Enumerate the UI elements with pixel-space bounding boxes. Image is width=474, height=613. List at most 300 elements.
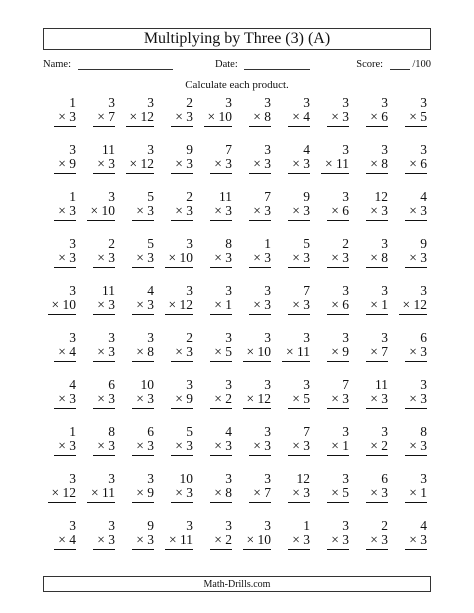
problem <box>82 235 121 282</box>
multiplier: × 12 <box>48 486 77 503</box>
multiplicand: 5 <box>186 424 193 439</box>
problem <box>43 141 82 188</box>
problem <box>238 470 277 517</box>
multiplier: × 3 <box>288 439 310 456</box>
multiplicand: 3 <box>225 518 232 533</box>
multiplicand: 3 <box>264 142 271 157</box>
problem <box>43 376 82 423</box>
multiplicand: 3 <box>186 377 193 392</box>
name-label: Name: <box>43 59 71 70</box>
multiplier: × 3 <box>171 157 193 174</box>
multiplier: × 3 <box>171 439 193 456</box>
multiplicand: 3 <box>108 471 115 486</box>
multiplier: × 12 <box>399 298 428 315</box>
multiplier: × 3 <box>405 533 427 550</box>
multiplicand: 3 <box>147 95 154 110</box>
multiplicand: 3 <box>303 330 310 345</box>
multiplicand: 8 <box>225 236 232 251</box>
score-label: Score: <box>356 59 384 70</box>
multiplicand: 3 <box>264 377 271 392</box>
problem <box>199 282 238 329</box>
multiplier: × 3 <box>366 204 388 221</box>
multiplicand: 6 <box>108 377 115 392</box>
problem <box>121 470 160 517</box>
multiplicand: 3 <box>108 330 115 345</box>
problem <box>316 517 355 564</box>
problem <box>355 94 394 141</box>
problem <box>316 94 355 141</box>
multiplier: × 3 <box>327 533 349 550</box>
multiplicand: 3 <box>342 189 349 204</box>
multiplicand: 3 <box>420 283 427 298</box>
problem <box>316 376 355 423</box>
multiplier: × 10 <box>87 204 116 221</box>
multiplier: × 9 <box>327 345 349 362</box>
multiplicand: 5 <box>147 236 154 251</box>
problem <box>43 188 82 235</box>
multiplier: × 3 <box>405 392 427 409</box>
multiplier: × 3 <box>249 439 271 456</box>
multiplicand: 3 <box>108 189 115 204</box>
problem <box>277 470 316 517</box>
multiplier: × 3 <box>366 486 388 503</box>
problem <box>238 517 277 564</box>
score-field <box>356 58 431 70</box>
multiplier: × 3 <box>288 533 310 550</box>
problem <box>316 423 355 470</box>
problem <box>160 141 199 188</box>
multiplicand: 3 <box>264 283 271 298</box>
problem <box>82 470 121 517</box>
problem <box>355 423 394 470</box>
multiplicand: 3 <box>303 377 310 392</box>
problem <box>394 376 433 423</box>
multiplier: × 3 <box>93 251 115 268</box>
multiplicand: 3 <box>264 518 271 533</box>
multiplier: × 3 <box>171 345 193 362</box>
multiplier: × 9 <box>171 392 193 409</box>
multiplicand: 4 <box>420 518 427 533</box>
problem <box>277 423 316 470</box>
problem <box>82 282 121 329</box>
problem <box>199 517 238 564</box>
multiplicand: 7 <box>342 377 349 392</box>
multiplier: × 3 <box>288 157 310 174</box>
problem <box>238 94 277 141</box>
multiplier: × 3 <box>288 298 310 315</box>
multiplicand: 3 <box>264 330 271 345</box>
multiplier: × 3 <box>405 204 427 221</box>
instructions: Calculate each product. <box>185 79 289 91</box>
multiplicand: 3 <box>342 330 349 345</box>
multiplier: × 3 <box>288 204 310 221</box>
problem <box>394 188 433 235</box>
problem <box>121 141 160 188</box>
problem <box>199 470 238 517</box>
multiplier: × 3 <box>54 110 76 127</box>
multiplicand: 3 <box>381 236 388 251</box>
multiplicand: 9 <box>420 236 427 251</box>
problem <box>160 376 199 423</box>
multiplicand: 3 <box>108 95 115 110</box>
problem <box>82 423 121 470</box>
header-fields <box>43 58 431 76</box>
multiplier: × 10 <box>243 345 272 362</box>
problem <box>121 94 160 141</box>
multiplier: × 1 <box>405 486 427 503</box>
problem <box>277 376 316 423</box>
problem <box>277 517 316 564</box>
multiplier: × 3 <box>327 251 349 268</box>
problem <box>277 188 316 235</box>
problem <box>160 423 199 470</box>
multiplicand: 9 <box>186 142 193 157</box>
multiplicand: 3 <box>264 95 271 110</box>
multiplicand: 1 <box>69 95 76 110</box>
problem <box>82 376 121 423</box>
problem <box>121 282 160 329</box>
multiplier: × 3 <box>171 110 193 127</box>
date-blank <box>244 58 310 70</box>
score-suffix: /100 <box>412 59 431 70</box>
multiplier: × 4 <box>54 345 76 362</box>
multiplicand: 1 <box>264 236 271 251</box>
multiplier: × 2 <box>210 533 232 550</box>
multiplier: × 6 <box>366 110 388 127</box>
problem <box>199 235 238 282</box>
problem <box>121 376 160 423</box>
multiplier: × 11 <box>87 486 115 503</box>
multiplier: × 10 <box>243 533 272 550</box>
multiplicand: 7 <box>303 283 310 298</box>
multiplicand: 3 <box>69 471 76 486</box>
multiplicand: 5 <box>147 189 154 204</box>
multiplier: × 3 <box>249 157 271 174</box>
problem <box>199 376 238 423</box>
multiplicand: 7 <box>264 189 271 204</box>
multiplier: × 3 <box>288 486 310 503</box>
problem <box>121 423 160 470</box>
problem <box>355 141 394 188</box>
problem <box>82 94 121 141</box>
problem <box>277 235 316 282</box>
problem <box>355 517 394 564</box>
score-blank <box>390 58 410 70</box>
problem <box>394 94 433 141</box>
multiplicand: 4 <box>420 189 427 204</box>
multiplier: × 3 <box>54 251 76 268</box>
problem <box>160 94 199 141</box>
multiplicand: 3 <box>264 471 271 486</box>
problem <box>277 282 316 329</box>
multiplicand: 3 <box>186 236 193 251</box>
multiplier: × 7 <box>93 110 115 127</box>
multiplier: × 3 <box>132 204 154 221</box>
multiplicand: 10 <box>140 377 154 392</box>
multiplicand: 2 <box>342 236 349 251</box>
date-label: Date: <box>215 59 238 70</box>
problem <box>199 141 238 188</box>
multiplicand: 11 <box>375 377 388 392</box>
multiplier: × 9 <box>132 486 154 503</box>
problem <box>238 423 277 470</box>
multiplicand: 3 <box>420 95 427 110</box>
multiplicand: 3 <box>225 95 232 110</box>
multiplicand: 8 <box>108 424 115 439</box>
multiplier: × 6 <box>327 298 349 315</box>
multiplier: × 12 <box>126 157 155 174</box>
problem <box>121 235 160 282</box>
multiplicand: 6 <box>420 330 427 345</box>
problem <box>199 188 238 235</box>
multiplicand: 3 <box>147 471 154 486</box>
multiplicand: 3 <box>342 283 349 298</box>
multiplicand: 3 <box>69 283 76 298</box>
problem <box>316 235 355 282</box>
problem <box>199 329 238 376</box>
multiplicand: 12 <box>296 471 310 486</box>
problem <box>82 188 121 235</box>
multiplier: × 8 <box>210 486 232 503</box>
date-field <box>215 58 310 70</box>
multiplier: × 6 <box>327 204 349 221</box>
multiplier: × 11 <box>165 533 193 550</box>
multiplicand: 2 <box>186 330 193 345</box>
multiplicand: 3 <box>186 518 193 533</box>
problem <box>394 141 433 188</box>
multiplicand: 9 <box>147 518 154 533</box>
multiplier: × 3 <box>93 533 115 550</box>
multiplier: × 3 <box>132 251 154 268</box>
multiplier: × 3 <box>54 439 76 456</box>
multiplicand: 3 <box>342 142 349 157</box>
multiplier: × 3 <box>93 392 115 409</box>
multiplicand: 1 <box>69 189 76 204</box>
multiplicand: 8 <box>420 424 427 439</box>
multiplier: × 3 <box>132 439 154 456</box>
multiplicand: 3 <box>186 283 193 298</box>
multiplier: × 4 <box>54 533 76 550</box>
multiplicand: 12 <box>374 189 388 204</box>
multiplicand: 3 <box>381 142 388 157</box>
multiplier: × 3 <box>210 204 232 221</box>
problem <box>43 94 82 141</box>
multiplicand: 3 <box>303 95 310 110</box>
multiplicand: 3 <box>342 518 349 533</box>
multiplicand: 6 <box>381 471 388 486</box>
problem <box>160 188 199 235</box>
multiplier: × 7 <box>366 345 388 362</box>
multiplier: × 3 <box>405 345 427 362</box>
problem <box>160 470 199 517</box>
multiplier: × 3 <box>132 533 154 550</box>
multiplier: × 2 <box>366 439 388 456</box>
problem <box>82 141 121 188</box>
multiplier: × 8 <box>132 345 154 362</box>
multiplier: × 10 <box>204 110 233 127</box>
problem <box>160 235 199 282</box>
problem <box>160 517 199 564</box>
multiplier: × 3 <box>327 110 349 127</box>
multiplier: × 3 <box>405 439 427 456</box>
problem <box>43 423 82 470</box>
multiplicand: 3 <box>69 518 76 533</box>
multiplicand: 11 <box>102 283 115 298</box>
multiplicand: 3 <box>381 330 388 345</box>
problem <box>238 235 277 282</box>
multiplicand: 4 <box>69 377 76 392</box>
worksheet-title: Multiplying by Three (3) (A) <box>43 28 431 50</box>
problem <box>277 141 316 188</box>
problem <box>121 517 160 564</box>
multiplier: × 12 <box>243 392 272 409</box>
problem <box>238 188 277 235</box>
problem <box>394 329 433 376</box>
multiplier: × 3 <box>327 392 349 409</box>
problem <box>394 423 433 470</box>
multiplier: × 2 <box>210 392 232 409</box>
multiplier: × 1 <box>327 439 349 456</box>
multiplier: × 8 <box>366 157 388 174</box>
name-field <box>43 58 173 70</box>
multiplier: × 10 <box>165 251 194 268</box>
multiplier: × 3 <box>249 204 271 221</box>
multiplier: × 12 <box>165 298 194 315</box>
problem <box>355 282 394 329</box>
problem <box>394 282 433 329</box>
multiplicand: 4 <box>303 142 310 157</box>
multiplicand: 3 <box>225 330 232 345</box>
multiplicand: 3 <box>342 424 349 439</box>
multiplicand: 3 <box>225 377 232 392</box>
multiplier: × 10 <box>48 298 77 315</box>
problem <box>43 470 82 517</box>
multiplicand: 4 <box>225 424 232 439</box>
multiplier: × 3 <box>171 486 193 503</box>
multiplier: × 12 <box>126 110 155 127</box>
multiplicand: 3 <box>420 142 427 157</box>
multiplier: × 3 <box>210 439 232 456</box>
multiplicand: 3 <box>108 518 115 533</box>
footer-source: Math-Drills.com <box>43 576 431 592</box>
problem <box>199 94 238 141</box>
problem <box>238 282 277 329</box>
problem <box>355 235 394 282</box>
multiplicand: 1 <box>69 424 76 439</box>
problem <box>355 329 394 376</box>
multiplier: × 3 <box>93 157 115 174</box>
multiplicand: 7 <box>303 424 310 439</box>
problem <box>355 188 394 235</box>
multiplier: × 3 <box>366 392 388 409</box>
multiplicand: 11 <box>102 142 115 157</box>
problem <box>394 235 433 282</box>
multiplier: × 3 <box>288 251 310 268</box>
problem <box>277 329 316 376</box>
problem <box>43 517 82 564</box>
multiplicand: 3 <box>69 330 76 345</box>
multiplicand: 3 <box>69 142 76 157</box>
name-blank <box>78 58 173 70</box>
problem <box>316 141 355 188</box>
multiplier: × 5 <box>210 345 232 362</box>
multiplicand: 3 <box>342 95 349 110</box>
multiplicand: 6 <box>147 424 154 439</box>
multiplier: × 7 <box>249 486 271 503</box>
problem <box>277 94 316 141</box>
problem <box>394 470 433 517</box>
multiplier: × 3 <box>54 204 76 221</box>
multiplier: × 3 <box>210 157 232 174</box>
multiplier: × 3 <box>171 204 193 221</box>
multiplier: × 3 <box>249 298 271 315</box>
problem <box>82 329 121 376</box>
multiplicand: 3 <box>264 424 271 439</box>
multiplicand: 2 <box>108 236 115 251</box>
multiplier: × 3 <box>132 298 154 315</box>
problem <box>121 188 160 235</box>
multiplier: × 1 <box>366 298 388 315</box>
multiplicand: 3 <box>225 471 232 486</box>
multiplicand: 3 <box>420 377 427 392</box>
multiplicand: 3 <box>420 471 427 486</box>
problem <box>316 282 355 329</box>
problem <box>160 329 199 376</box>
multiplier: × 3 <box>210 251 232 268</box>
multiplier: × 3 <box>366 533 388 550</box>
problem <box>355 470 394 517</box>
multiplicand: 1 <box>303 518 310 533</box>
problem-grid <box>43 94 433 564</box>
problem <box>43 235 82 282</box>
multiplier: × 8 <box>366 251 388 268</box>
multiplier: × 11 <box>282 345 310 362</box>
multiplicand: 3 <box>381 95 388 110</box>
multiplier: × 8 <box>249 110 271 127</box>
multiplicand: 3 <box>381 424 388 439</box>
multiplicand: 3 <box>147 330 154 345</box>
multiplier: × 5 <box>405 110 427 127</box>
multiplicand: 4 <box>147 283 154 298</box>
problem <box>316 329 355 376</box>
problem <box>238 329 277 376</box>
multiplicand: 3 <box>147 142 154 157</box>
problem <box>43 329 82 376</box>
problem <box>121 329 160 376</box>
multiplicand: 11 <box>219 189 232 204</box>
multiplicand: 2 <box>381 518 388 533</box>
problem <box>355 376 394 423</box>
multiplier: × 5 <box>327 486 349 503</box>
problem <box>316 188 355 235</box>
multiplier: × 3 <box>405 251 427 268</box>
multiplier: × 6 <box>405 157 427 174</box>
multiplier: × 3 <box>132 392 154 409</box>
multiplicand: 2 <box>186 189 193 204</box>
multiplier: × 1 <box>210 298 232 315</box>
problem <box>238 141 277 188</box>
problem <box>160 282 199 329</box>
problem <box>199 423 238 470</box>
problem <box>238 376 277 423</box>
multiplier: × 11 <box>321 157 349 174</box>
multiplier: × 3 <box>93 298 115 315</box>
multiplier: × 3 <box>54 392 76 409</box>
multiplicand: 3 <box>225 283 232 298</box>
multiplicand: 3 <box>342 471 349 486</box>
multiplicand: 5 <box>303 236 310 251</box>
multiplier: × 4 <box>288 110 310 127</box>
